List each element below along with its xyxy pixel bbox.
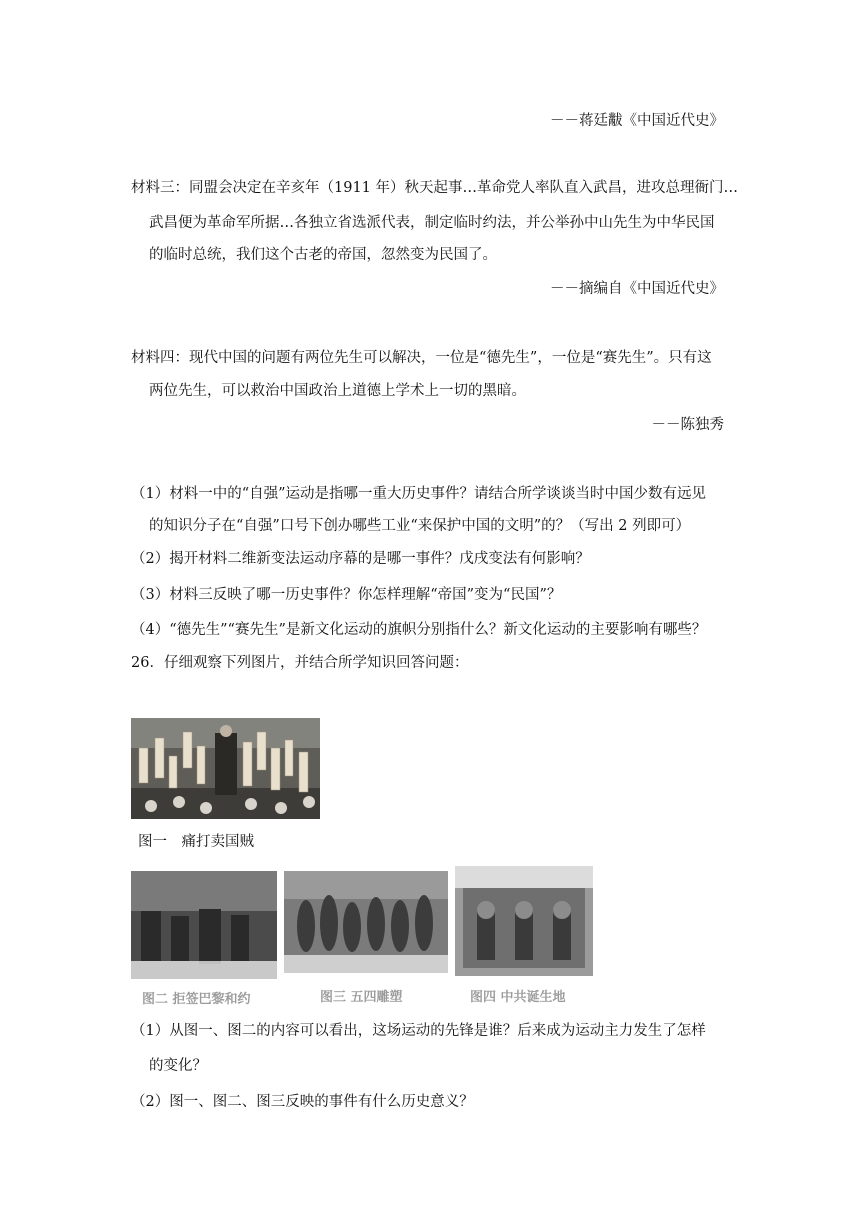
q26-2: （2）图一、图二、图三反映的事件有什么历史意义？ <box>131 1094 474 1110</box>
material2-source: －－蒋廷黻《中国近代史》 <box>550 113 724 129</box>
material3-line-1: 材料三：同盟会决定在辛亥年（1911 年）秋天起事…革命党人率队直入武昌，进攻总理衙门… <box>131 180 739 196</box>
material4-line-1: 材料四：现代中国的问题有两位先生可以解决，一位是“德先生”，一位是“赛先生”。只有这 <box>131 350 712 366</box>
q26-1-line-2: 的变化？ <box>149 1058 207 1074</box>
q25-4: （4）“德先生”“赛先生”是新文化运动的旗帜分别指什么？新文化运动的主要影响有哪些？ <box>131 622 707 638</box>
figure4-caption: 图四 中共诞生地 <box>470 990 566 1005</box>
material3-line-3: 的临时总统，我们这个古老的帝国，忽然变为民国了。 <box>149 247 497 263</box>
q25-2: （2）揭开材料二维新变法运动序幕的是哪一事件？戊戌变法有何影响？ <box>131 551 590 567</box>
q26-title: 26．仔细观察下列图片，并结合所学知识回答问题： <box>131 655 469 671</box>
material4-source: －－陈独秀 <box>651 417 724 433</box>
material3-source: －－摘编自《中国近代史》 <box>550 281 724 297</box>
figure1-photo <box>131 718 320 819</box>
figure2-caption: 图二 拒签巴黎和约 <box>142 992 251 1007</box>
figure3-photo <box>284 871 448 973</box>
q26-1-line-1: （1）从图一、图二的内容可以看出，这场运动的先锋是谁？后来成为运动主力发生了怎样 <box>131 1023 706 1039</box>
material3-line-2: 武昌便为革命军所据…各独立省选派代表，制定临时约法，并公举孙中山先生为中华民国 <box>149 215 715 231</box>
figure2-photo <box>131 871 277 979</box>
figure3-caption: 图三 五四雕塑 <box>320 990 403 1005</box>
figure4-photo <box>455 866 593 976</box>
q25-1-line-1: （1）材料一中的“自强”运动是指哪一重大历史事件？请结合所学谈谈当时中国少数有远见 <box>131 486 707 502</box>
figure1-caption: 图一 痛打卖国贼 <box>138 834 254 850</box>
material4-line-2: 两位先生，可以救治中国政治上道德上学术上一切的黑暗。 <box>149 383 526 399</box>
q25-3: （3）材料三反映了哪一历史事件？你怎样理解“帝国”变为“民国”？ <box>131 587 562 603</box>
q25-1-line-2: 的知识分子在“自强”口号下创办哪些工业“来保护中国的文明”的？（写出 2 列即可） <box>149 518 691 534</box>
